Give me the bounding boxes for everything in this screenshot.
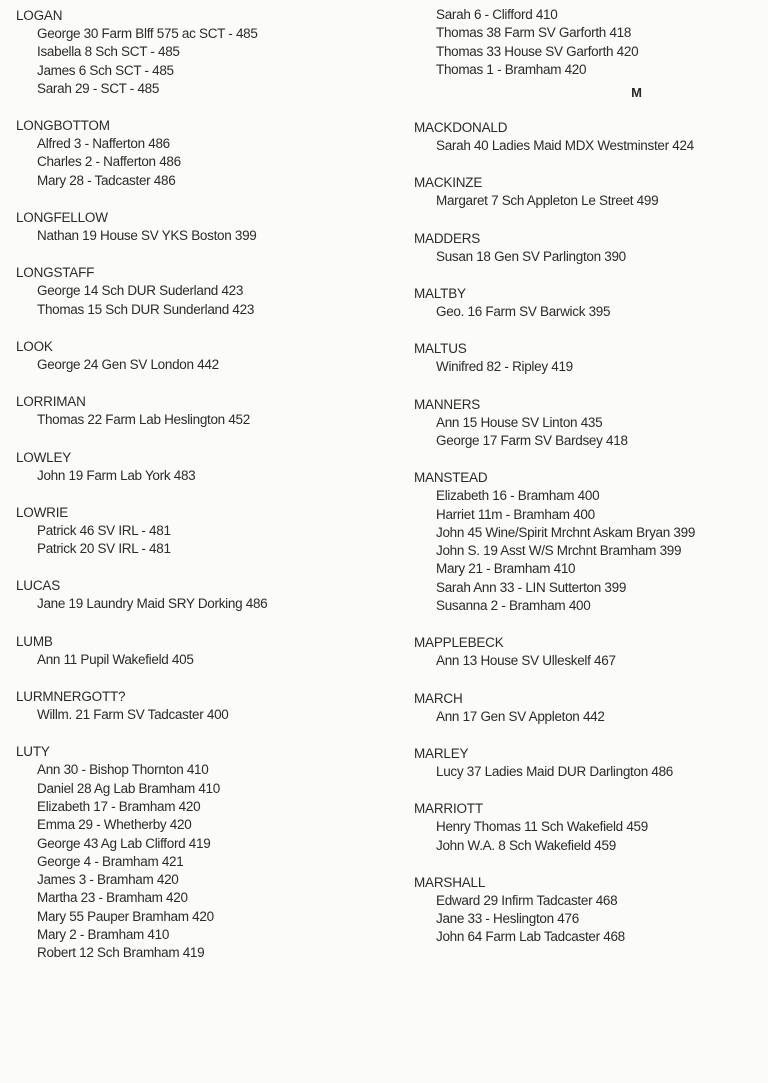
surname-group	[16, 742, 386, 962]
surname-group	[414, 873, 759, 947]
person-entry: John 45 Wine/Spirit Mrchnt Askam Bryan 399	[436, 524, 696, 540]
person-entry: Thomas 33 House SV Garforth 420	[436, 43, 639, 59]
surname-group	[414, 284, 759, 321]
surname-heading: LONGSTAFF	[16, 265, 95, 281]
surname-heading: LOWLEY	[16, 449, 72, 465]
surname-heading: LUCAS	[16, 578, 61, 594]
surname-group	[414, 468, 759, 615]
person-entry: Mary 2 - Bramham 410	[37, 927, 170, 943]
person-entry: Mary 55 Pauper Bramham 420	[37, 908, 214, 924]
person-entry: Patrick 20 SV IRL - 481	[37, 541, 171, 557]
surname-group	[414, 689, 759, 726]
continuation-entries	[414, 6, 759, 79]
surname-heading: LUTY	[16, 744, 50, 760]
person-entry: John S. 19 Asst W/S Mrchnt Bramham 399	[436, 543, 682, 559]
person-entry: Susanna 2 - Bramham 400	[436, 598, 591, 614]
surname-group	[414, 799, 759, 855]
surname-heading: LONGBOTTOM	[16, 118, 110, 134]
surname-group	[16, 116, 386, 190]
person-entry: Martha 23 - Bramham 420	[37, 890, 188, 906]
surname-heading: MACKINZE	[414, 175, 483, 191]
person-entry: John W.A. 8 Sch Wakefield 459	[436, 837, 616, 853]
person-entry: Susan 18 Gen SV Parlington 390	[436, 248, 626, 264]
person-entry: Mary 28 - Tadcaster 486	[37, 172, 176, 188]
surname-group	[16, 687, 386, 724]
person-entry: Alfred 3 - Nafferton 486	[37, 136, 170, 152]
left-column	[16, 6, 386, 981]
surname-group	[16, 337, 386, 374]
person-entry: George 24 Gen SV London 442	[37, 356, 219, 372]
person-entry: James 3 - Bramham 420	[37, 872, 179, 888]
person-entry: George 14 Sch DUR Suderland 423	[37, 283, 244, 299]
surname-heading: MACKDONALD	[414, 120, 508, 136]
person-entry: Ann 13 House SV Ulleskelf 467	[436, 653, 616, 669]
person-entry: Thomas 15 Sch DUR Sunderland 423	[37, 301, 255, 317]
surname-group	[414, 229, 759, 266]
surname-heading: MANNERS	[414, 396, 481, 412]
person-entry: Nathan 19 House SV YKS Boston 399	[37, 228, 257, 244]
surname-heading: LOGAN	[16, 8, 63, 23]
person-entry: Henry Thomas 11 Sch Wakefield 459	[436, 819, 648, 835]
surname-group	[16, 503, 386, 559]
surname-group	[16, 6, 386, 98]
surname-heading: MANSTEAD	[414, 470, 488, 486]
surname-heading: MARCH	[414, 690, 463, 706]
surname-heading: MARSHALL	[414, 874, 486, 890]
surname-heading: MARRIOTT	[414, 801, 483, 817]
surname-group	[16, 576, 386, 613]
surname-heading: MALTBY	[414, 286, 466, 302]
person-entry: Winifred 82 - Ripley 419	[436, 359, 573, 375]
person-entry: Mary 21 - Bramham 410	[436, 561, 576, 577]
person-entry: Geo. 16 Farm SV Barwick 395	[436, 304, 611, 320]
surname-heading: LONGFELLOW	[16, 210, 108, 226]
person-entry: Thomas 38 Farm SV Garforth 418	[436, 25, 632, 41]
surname-heading: LOWRIE	[16, 504, 69, 520]
person-entry: Thomas 22 Farm Lab Heslington 452	[37, 412, 250, 428]
surname-group	[16, 448, 386, 485]
person-entry: Ann 30 - Bishop Thornton 410	[37, 762, 209, 778]
person-entry: Edward 29 Infirm Tadcaster 468	[436, 892, 618, 908]
person-entry: James 6 Sch SCT - 485	[37, 62, 174, 78]
surname-heading: MADDERS	[414, 230, 481, 246]
surname-group	[16, 208, 386, 245]
person-entry: Isabella 8 Sch SCT - 485	[37, 44, 180, 60]
person-entry: Robert 12 Sch Bramham 419	[37, 945, 205, 961]
person-entry: Willm. 21 Farm SV Tadcaster 400	[37, 707, 229, 723]
surname-group	[414, 633, 759, 670]
surname-heading: MAPPLEBECK	[414, 635, 504, 651]
right-column	[414, 6, 759, 965]
surname-group	[414, 339, 759, 376]
person-entry: George 30 Farm Blff 575 ac SCT - 485	[37, 26, 258, 41]
surname-heading: LURMNERGOTT?	[16, 689, 126, 705]
surname-group	[16, 263, 386, 319]
surname-heading: LOOK	[16, 338, 53, 354]
surname-group	[16, 392, 386, 429]
surname-heading: LORRIMAN	[16, 394, 86, 410]
right-groups	[414, 118, 759, 947]
person-entry: George 4 - Bramham 421	[37, 853, 184, 869]
surname-group	[414, 395, 759, 451]
person-entry: Ann 17 Gen SV Appleton 442	[436, 708, 605, 724]
person-entry: George 17 Farm SV Bardsey 418	[436, 432, 628, 448]
surname-group	[414, 118, 759, 155]
person-entry: Elizabeth 17 - Bramham 420	[37, 798, 201, 814]
person-entry: Jane 33 - Heslington 476	[436, 911, 579, 927]
surname-heading: MALTUS	[414, 341, 467, 357]
person-entry: Margaret 7 Sch Appleton Le Street 499	[436, 193, 659, 209]
person-entry: Sarah 40 Ladies Maid MDX Westminster 424	[436, 138, 694, 154]
surname-group	[414, 744, 759, 781]
person-entry: John 64 Farm Lab Tadcaster 468	[436, 929, 625, 945]
person-entry: Ann 15 House SV Linton 435	[436, 414, 603, 430]
person-entry: Jane 19 Laundry Maid SRY Dorking 486	[37, 596, 268, 612]
person-entry: Lucy 37 Ladies Maid DUR Darlington 486	[436, 763, 673, 779]
person-entry: Emma 29 - Whetherby 420	[37, 817, 192, 833]
person-entry: Daniel 28 Ag Lab Bramham 410	[37, 780, 220, 796]
person-entry: John 19 Farm Lab York 483	[37, 467, 196, 483]
person-entry: Sarah 6 - Clifford 410	[436, 7, 558, 22]
person-entry: Sarah Ann 33 - LIN Sutterton 399	[436, 579, 627, 595]
person-entry: Charles 2 - Nafferton 486	[37, 154, 181, 170]
person-entry: Sarah 29 - SCT - 485	[37, 80, 160, 96]
surname-group	[414, 173, 759, 210]
person-entry: Patrick 46 SV IRL - 481	[37, 522, 171, 538]
person-entry: Ann 11 Pupil Wakefield 405	[37, 651, 194, 667]
surname-group	[16, 632, 386, 669]
person-entry: Harriet 11m - Bramham 400	[436, 506, 595, 522]
section-letter: M	[631, 85, 642, 101]
person-entry: George 43 Ag Lab Clifford 419	[37, 835, 211, 851]
person-entry: Thomas 1 - Bramham 420	[436, 61, 587, 77]
surname-heading: MARLEY	[414, 745, 469, 761]
surname-heading: LUMB	[16, 633, 53, 649]
person-entry: Elizabeth 16 - Bramham 400	[436, 488, 600, 504]
